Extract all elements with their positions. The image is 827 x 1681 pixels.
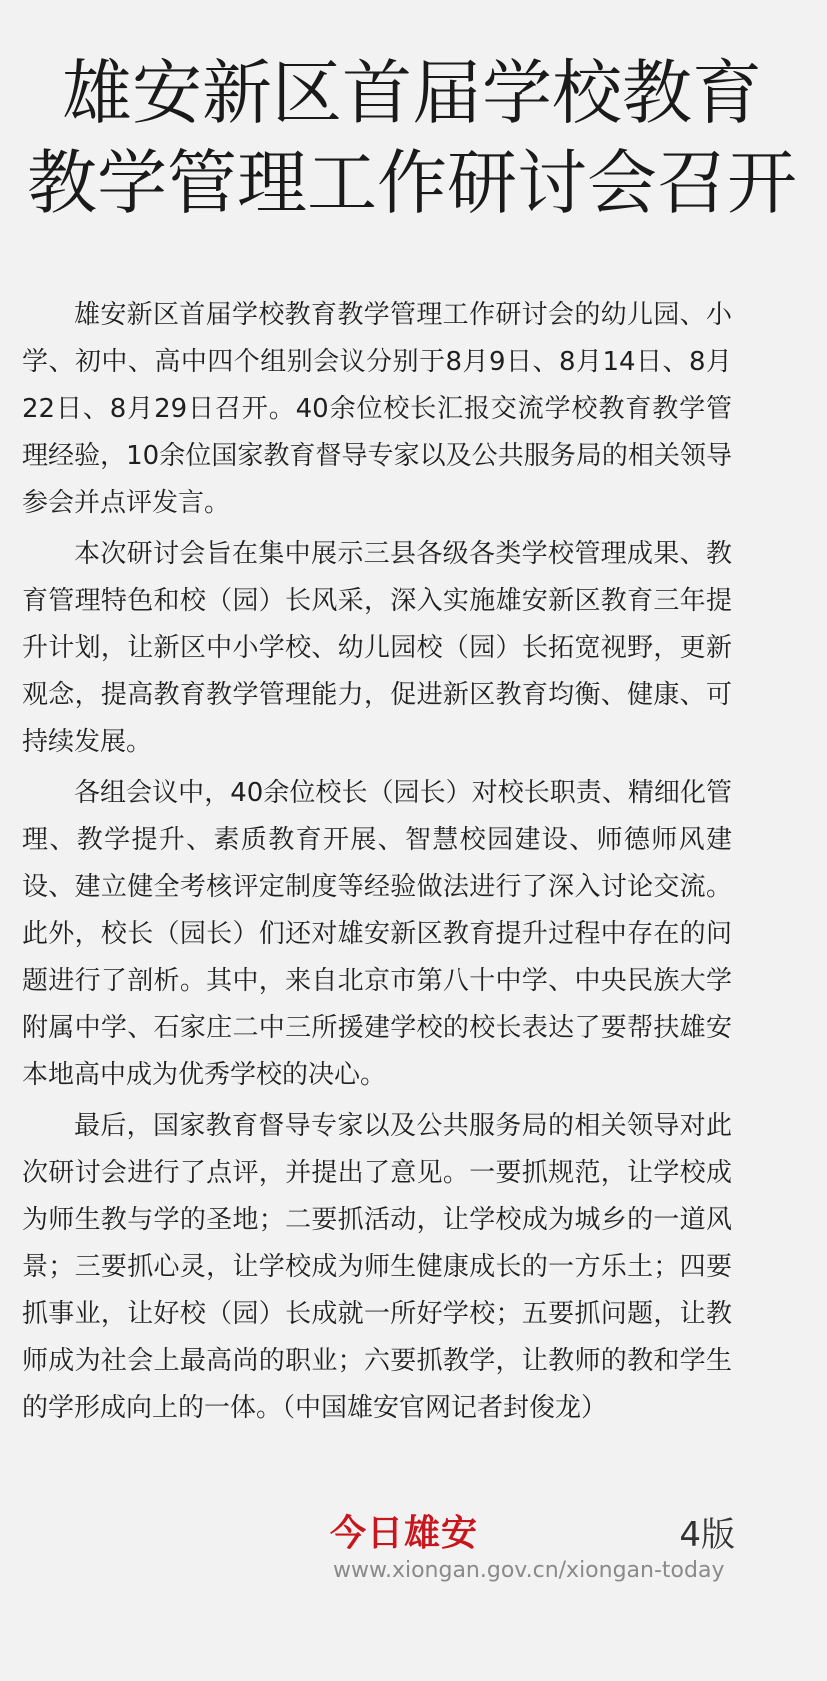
article-body — [22, 292, 732, 1436]
page-number-label: 4版 — [679, 1515, 735, 1555]
article-paragraph-1: 雄安新区首届学校教育教学管理工作研讨会的幼儿园、小学、初中、高中四个组别会议分别于8月9日、8月14日、8月22日、8月29日召开。40余位校长汇报交流学校教育教学管理经验，10余位国家教育督导专家以及公共服务局的相关领导参会并点评发言。 — [22, 300, 732, 518]
article-headline — [22, 48, 802, 228]
article-paragraph-3: 各组会议中，40余位校长（园长）对校长职责、精细化管理、教学提升、素质教育开展、智慧校园建设、师德师风建设、建立健全考核评定制度等经验做法进行了深入讨论交流。此外，校长（园长）们还对雄安新区教育提升过程中存在的问题进行了剖析。其中，来自北京市第八十中学、中央民族大学附属中学、石家庄二中三所援建学校的校长表达了要帮扶雄安本地高中成为优秀学校的决心。 — [22, 778, 732, 1090]
article-paragraph-4: 最后，国家教育督导专家以及公共服务局的相关领导对此次研讨会进行了点评，并提出了意见。一要抓规范，让学校成为师生教与学的圣地；二要抓活动，让学校成为城乡的一道风景；三要抓心灵，让学校成为师生健康成长的一方乐土；四要抓事业，让好校（园）长成就一所好学校；五要抓问题，让教师成为社会上最高尚的职业；六要抓教学，让教师的教和学生的学形成向上的一体。（中国雄安官网记者封俊龙） — [22, 1111, 732, 1423]
publication-logo: 今日雄安 — [330, 1512, 479, 1554]
article-paragraph-2: 本次研讨会旨在集中展示三县各级各类学校管理成果、教育管理特色和校（园）长风采，深入实施雄安新区教育三年提升计划，让新区中小学校、幼儿园校（园）长拓宽视野，更新观念，提高教育教学管理能力，促进新区教育均衡、健康、可持续发展。 — [22, 539, 732, 757]
headline-line-1: 雄安新区首届学校教育 — [62, 52, 762, 134]
publication-url: www.xiongan.gov.cn/xiongan-today — [333, 1558, 725, 1583]
headline-line-2: 教学管理工作研讨会召开 — [27, 142, 797, 224]
